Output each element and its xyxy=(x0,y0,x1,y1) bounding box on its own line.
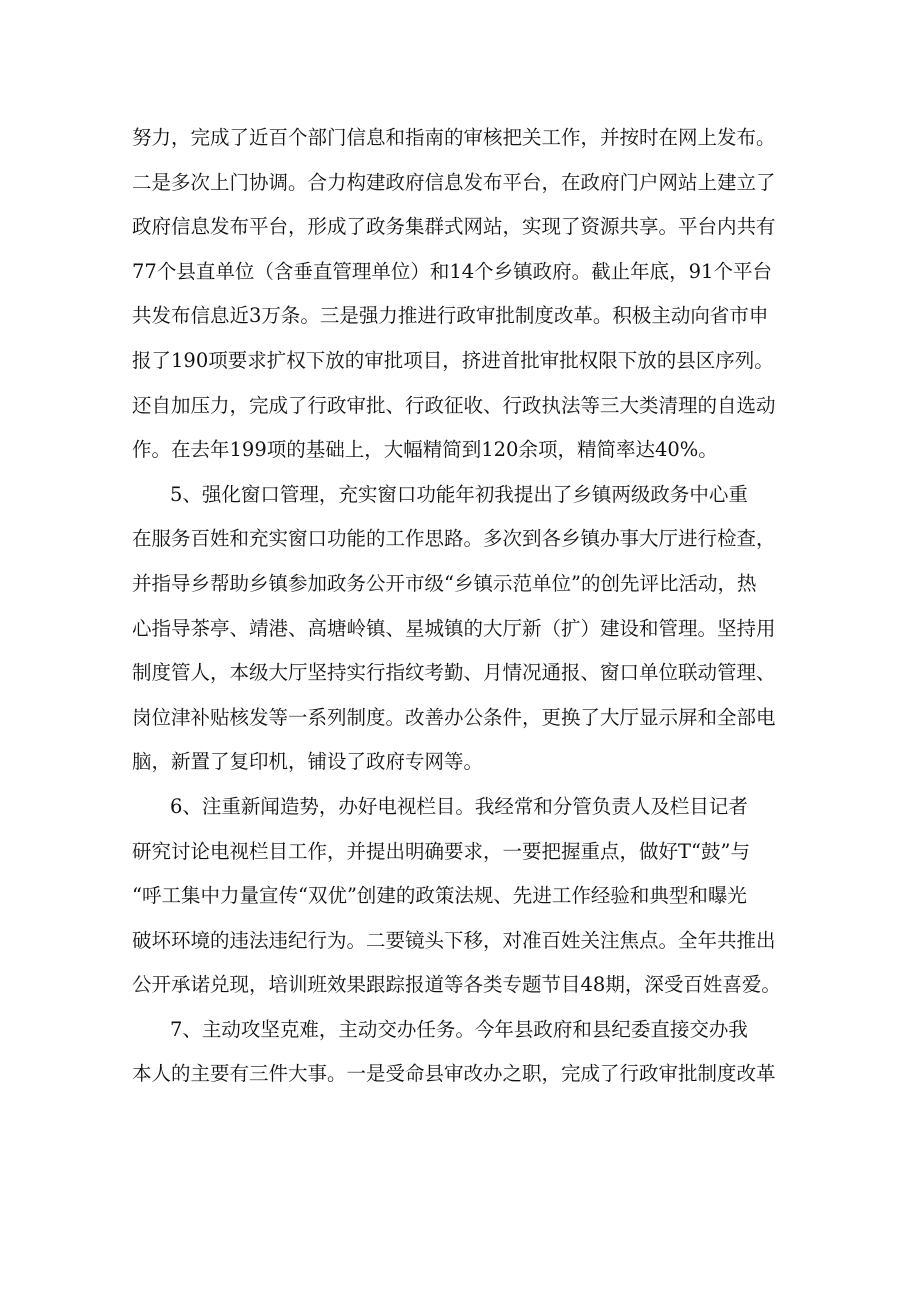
text-line: 在服务百姓和充实窗口功能的工作思路。多次到各乡镇办事大厅进行检查， xyxy=(132,527,776,551)
text-line: 77个县直单位（含垂直管理单位）和14个乡镇政府。截止年底，91个平台 xyxy=(132,259,772,283)
text-line: 破坏环境的违法违纪行为。二要镜头下移，对准百姓关注焦点。全年共推出 xyxy=(132,928,776,952)
text-line: 作。在去年199项的基础上，大幅精简到120余项，精简率达40%。 xyxy=(132,438,718,462)
text-line: 心指导茶亭、靖港、高塘岭镇、星城镇的大厅新（扩）建设和管理。坚持用 xyxy=(132,616,776,640)
text-line: 二是多次上门协调。合力构建政府信息发布平台，在政府门户网站上建立了 xyxy=(132,170,776,194)
body-text xyxy=(132,116,800,1097)
text-line: 并指导乡帮助乡镇参加政务公开市级“乡镇示范单位”的创先评比活动，热 xyxy=(132,571,757,595)
paragraph-first-line: 5、强化窗口管理，充实窗口功能年初我提出了乡镇两级政务中心重 xyxy=(170,482,748,506)
text-line: 政府信息发布平台，形成了政务集群式网站，实现了资源共享。平台内共有 xyxy=(132,215,776,239)
text-line: 本人的主要有三件大事。一是受命县审改办之职，完成了行政审批制度改革 xyxy=(132,1062,776,1086)
text-line: 报了190项要求扩权下放的审批项目，挤进首批审批权限下放的县区序列。 xyxy=(132,348,774,372)
text-line: 研究讨论电视栏目工作，并提出明确要求，一要把握重点，做好T“鼓”与 xyxy=(132,839,750,863)
text-line: 共发布信息近3万条。三是强力推进行政审批制度改革。积极主动向省市申 xyxy=(132,304,769,328)
text-line: 还自加压力，完成了行政审批、行政征收、行政执法等三大类清理的自选动 xyxy=(132,393,776,417)
text-line: 公开承诺兑现，培训班效果跟踪报道等各类专题节目48期，深受百姓喜爱。 xyxy=(132,973,781,997)
paragraph-first-line: 6、注重新闻造势，办好电视栏目。我经常和分管负责人及栏目记者 xyxy=(170,794,748,818)
paragraph-first-line: 7、主动攻坚克难，主动交办任务。今年县政府和县纪委直接交办我 xyxy=(170,1017,748,1041)
text-line: 努力，完成了近百个部门信息和指南的审核把关工作，并按时在网上发布。 xyxy=(132,126,776,149)
text-line: 制度管人，本级大厅坚持实行指纹考勤、月情况通报、窗口单位联动管理、 xyxy=(132,661,776,685)
text-line: “呼工集中力量宣传“双优”创建的政策法规、先进工作经验和典型和曝光 xyxy=(132,884,747,908)
text-line: 脑，新置了复印机，铺设了政府专网等。 xyxy=(132,750,484,774)
text-line: 岗位津补贴核发等一系列制度。改善办公条件，更换了大厅显示屏和全部电 xyxy=(132,705,776,729)
